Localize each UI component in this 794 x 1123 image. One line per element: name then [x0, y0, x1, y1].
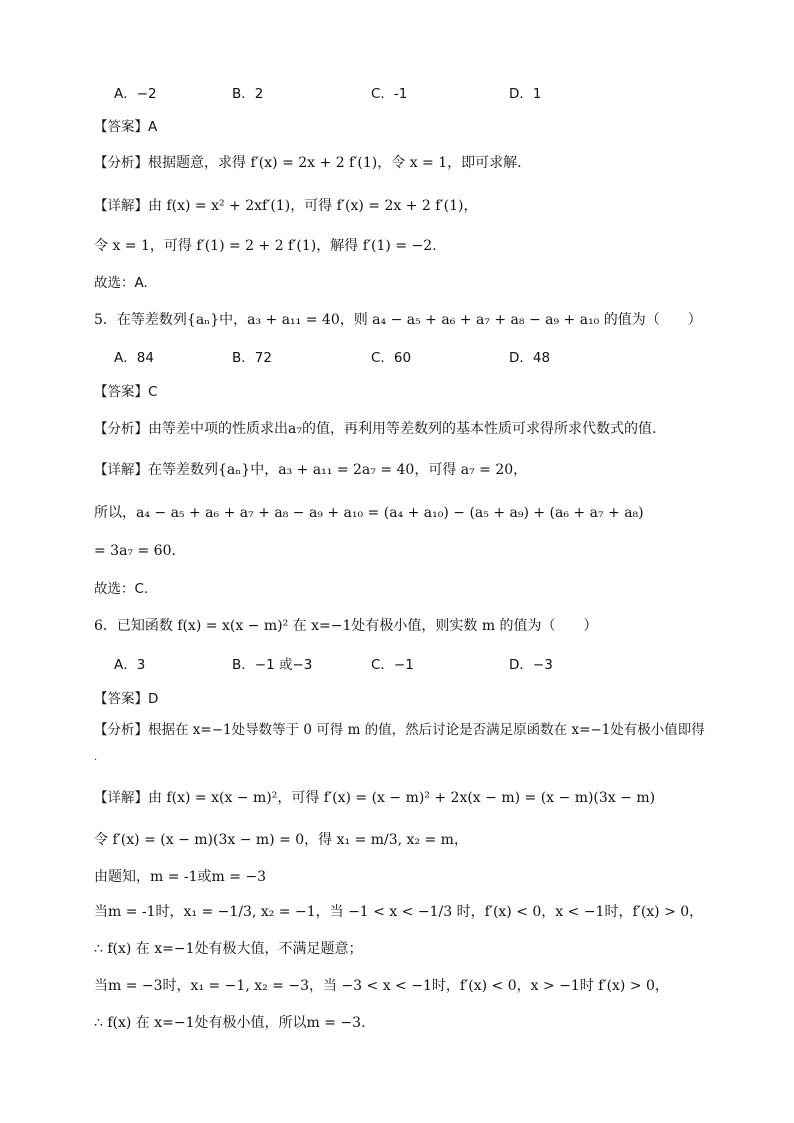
q6-detail-line-7: ∴ f(x) 在 x=−1处有极小值，所以m = −3. — [94, 1015, 366, 1031]
q6-option-b: B．−1 或−3 — [232, 657, 313, 673]
q4-option-b: B．2 — [232, 86, 264, 102]
q4-detail-line-2: 令 x = 1，可得 f′(1) = 2 + 2 f′(1)，解得 f′(1) = −2. — [94, 238, 437, 254]
q6-answer-line — [94, 689, 158, 709]
q4-option-c: C．-1 — [371, 86, 408, 102]
analysis-tag: 【分析】 — [94, 155, 148, 171]
q5-detail-line-1 — [94, 460, 527, 480]
q4-answer-line — [94, 117, 157, 137]
q5-option-c: C．60 — [371, 350, 412, 366]
analysis-text: 由等差中项的性质求出a₇的值，再利用等差数列的基本性质可求得所求代数式的值. — [148, 421, 657, 437]
q4-detail-line-1 — [94, 196, 477, 216]
q5-option-a: A．84 — [114, 350, 154, 366]
q6-option-c: C．−1 — [371, 657, 414, 673]
q5-analysis-line — [94, 419, 656, 439]
detail-text: 由 f(x) = x² + 2xf′(1)，可得 f′(x) = 2x + 2 f′(1)， — [148, 198, 478, 214]
q6-stem: 6．已知函数 f(x) = x(x − m)² 在 x=−1处有极小值，则实数 m 的值为（ ） — [94, 618, 598, 634]
answer-tag: 【答案】 — [94, 384, 148, 400]
q6-detail-line-5: ∴ f(x) 在 x=−1处有极大值，不满足题意； — [94, 941, 363, 957]
q5-option-d: D．48 — [509, 350, 551, 366]
answer-value: C — [148, 384, 158, 400]
q5-option-b: B．72 — [232, 350, 272, 366]
analysis-tag: 【分析】 — [94, 722, 148, 738]
q5-detail-line-3: = 3a₇ = 60. — [94, 543, 176, 559]
answer-value: D — [148, 691, 159, 707]
detail-tag: 【详解】 — [94, 198, 148, 214]
q6-option-a: A．3 — [114, 657, 146, 673]
q4-analysis-line — [94, 153, 522, 173]
q5-detail-line-2: 所以，a₄ − a₅ + a₆ + a₇ + a₈ − a₉ + a₁₀ = (a₄ + a₁₀) − (a₅ + a₉) + (a₆ + a₇ + a₈) — [94, 505, 644, 521]
q5-stem: 5．在等差数列{aₙ}中，a₃ + a₁₁ = 40，则 a₄ − a₅ + a₆ + a₇ + a₈ − a₉ + a₁₀ 的值为（ ） — [94, 312, 702, 328]
detail-text: 由 f(x) = x(x − m)²，可得 f′(x) = (x − m)² + 2x(x − m) = (x − m)(3x − m) — [148, 790, 656, 806]
answer-value: A — [148, 119, 158, 135]
analysis-tag: 【分析】 — [94, 421, 148, 437]
q6-analysis-end: . — [94, 752, 98, 763]
q6-detail-line-6: 当m = −3时，x₁ = −1, x₂ = −3，当 −3 < x < −1时，f′(x) < 0，x > −1时 f′(x) > 0， — [94, 978, 669, 994]
q6-detail-line-3: 由题知，m = -1或m = −3 — [94, 869, 267, 885]
q6-option-d: D．−3 — [509, 657, 553, 673]
detail-tag: 【详解】 — [94, 462, 148, 478]
q6-detail-line-1 — [94, 788, 655, 808]
analysis-text: 根据题意，求得 f′(x) = 2x + 2 f′(1)，令 x = 1，即可求解. — [148, 155, 522, 171]
q6-detail-line-4: 当m = -1时，x₁ = −1/3, x₂ = −1，当 −1 < x < −1/3 时，f′(x) < 0，x < −1时，f′(x) > 0， — [94, 904, 704, 920]
answer-tag: 【答案】 — [94, 119, 148, 135]
answer-tag: 【答案】 — [94, 691, 148, 707]
detail-tag: 【详解】 — [94, 790, 148, 806]
q5-answer-line — [94, 382, 157, 402]
detail-text: 在等差数列{aₙ}中，a₃ + a₁₁ = 2a₇ = 40，可得 a₇ = 20， — [148, 462, 528, 478]
q5-conclusion: 故选：C. — [94, 581, 149, 597]
q4-option-a: A．−2 — [114, 86, 157, 102]
q4-conclusion: 故选：A. — [94, 275, 148, 291]
q6-detail-line-2: 令 f′(x) = (x − m)(3x − m) = 0，得 x₁ = m/3, x₂ = m， — [94, 832, 468, 848]
analysis-text: 根据在 x=−1处导数等于 0 可得 m 的值，然后讨论是否满足原函数在 x=−1处有极小值即得 — [148, 722, 705, 738]
q4-option-d: D．1 — [509, 86, 542, 102]
q6-analysis-line — [94, 720, 705, 740]
